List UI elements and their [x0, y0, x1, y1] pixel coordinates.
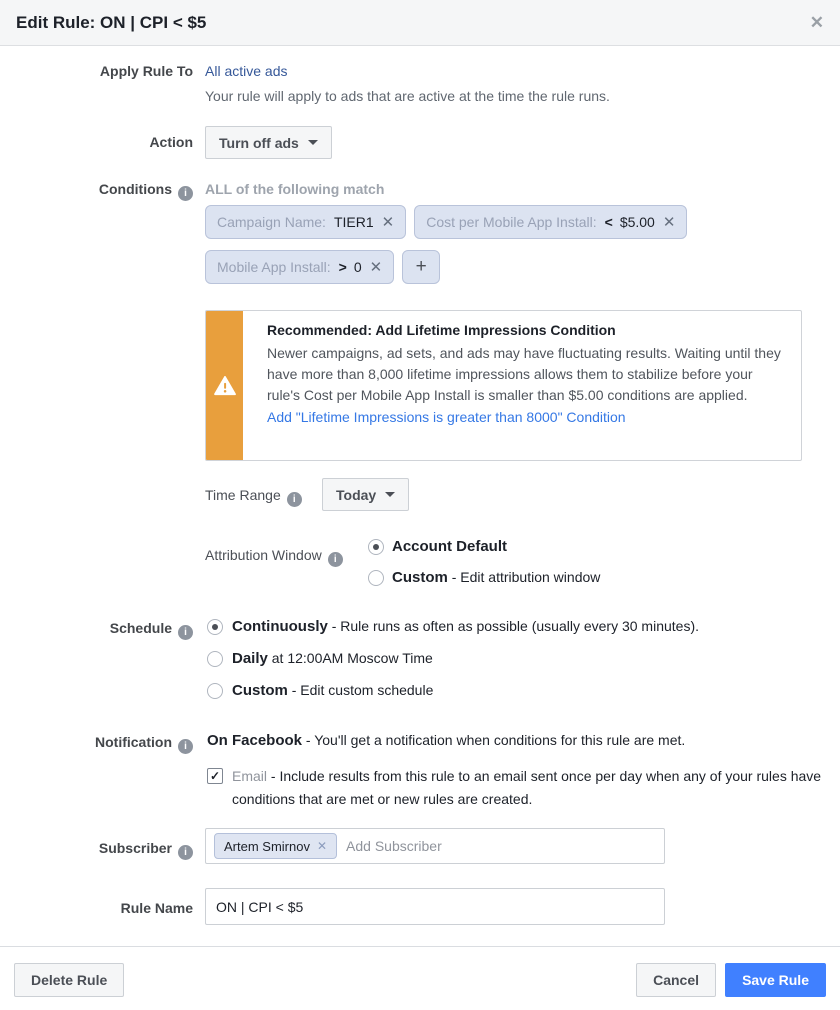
condition-tag-campaign-name[interactable]: Campaign Name: TIER1 ✕ — [205, 205, 406, 239]
email-checkbox[interactable] — [207, 768, 223, 784]
attribution-window-label: Attribution Window i — [205, 546, 343, 567]
recommendation-body: Newer campaigns, ad sets, and ads may have fluctuating results. Waiting until they have more than 8,000 lifetime impressions allows them to stabilize before your rule's Cost per Mobile App Install is smaller than $5.00 conditions are applied. — [267, 345, 781, 403]
email-text: Email - Include results from this rule to an email sent once per day when any of your rules have conditions that are met or new rules are created. — [232, 768, 822, 807]
condition-tag-row — [205, 205, 687, 239]
close-icon[interactable]: ✕ — [809, 13, 824, 32]
warning-icon — [214, 376, 236, 396]
notification-label: Notification i — [0, 733, 193, 754]
rule-name-label: Rule Name — [120, 900, 193, 916]
add-condition-button[interactable] — [402, 250, 440, 284]
radio-custom-attribution[interactable] — [368, 570, 384, 586]
custom-schedule-option[interactable]: Custom - Edit custom schedule — [232, 682, 434, 699]
radio-custom-schedule[interactable] — [207, 683, 223, 699]
on-facebook-text: On Facebook - You'll get a notification when conditions for this rule are met. — [207, 732, 686, 749]
dialog-title: Edit Rule: ON | CPI < $5 — [16, 13, 207, 32]
subscriber-label: Subscriber i — [0, 839, 193, 860]
condition-tag-mobile-app-install[interactable]: Mobile App Install: > 0 ✕ — [205, 250, 394, 284]
radio-daily[interactable] — [207, 651, 223, 667]
subscriber-tag[interactable]: Artem Smirnov ✕ — [214, 833, 337, 859]
delete-rule-button[interactable]: Delete Rule — [14, 963, 124, 997]
action-dropdown-value: Turn off ads — [219, 134, 299, 151]
info-icon[interactable]: i — [178, 186, 193, 201]
add-lifetime-impressions-link[interactable]: Add "Lifetime Impressions is greater than 8000" Condition — [267, 409, 626, 425]
tag-remove-icon[interactable]: ✕ — [369, 259, 383, 276]
rule-name-input[interactable] — [205, 888, 665, 925]
subscriber-input[interactable] — [205, 828, 665, 864]
tag-remove-icon[interactable]: ✕ — [316, 839, 328, 853]
radio-continuously[interactable] — [207, 619, 223, 635]
footer-divider — [0, 946, 840, 947]
condition-tag-cpi[interactable]: Cost per Mobile App Install: < $5.00 ✕ — [414, 205, 687, 239]
edit-custom-schedule-link[interactable]: Edit custom schedule — [300, 682, 434, 698]
info-icon[interactable]: i — [178, 739, 193, 754]
info-icon[interactable]: i — [287, 492, 302, 507]
condition-tag-row — [205, 250, 440, 284]
tag-remove-icon[interactable]: ✕ — [381, 214, 395, 231]
schedule-label: Schedule i — [0, 619, 193, 640]
save-rule-button[interactable]: Save Rule — [725, 963, 826, 997]
edit-attribution-window-link[interactable]: Edit attribution window — [460, 569, 601, 585]
chevron-down-icon — [308, 140, 318, 145]
action-label: Action — [149, 134, 193, 150]
chevron-down-icon — [385, 492, 395, 497]
apply-rule-description: Your rule will apply to ads that are active at the time the rule runs. — [205, 88, 610, 104]
account-default-option[interactable]: Account Default — [392, 538, 508, 555]
info-icon[interactable]: i — [328, 552, 343, 567]
time-range-label: Time Range i — [205, 486, 302, 507]
cancel-button[interactable]: Cancel — [636, 963, 716, 997]
apply-rule-to-label: Apply Rule To — [99, 63, 193, 79]
tag-remove-icon[interactable]: ✕ — [662, 214, 676, 231]
custom-attribution-option[interactable]: Custom - Edit attribution window — [392, 569, 601, 586]
recommendation-banner — [205, 310, 802, 461]
time-range-value: Today — [336, 486, 377, 503]
time-range-dropdown[interactable] — [322, 478, 409, 511]
add-subscriber-field[interactable] — [346, 838, 656, 854]
action-dropdown[interactable] — [205, 126, 332, 159]
match-type-text: ALL of the following match — [205, 181, 385, 197]
info-icon[interactable]: i — [178, 845, 193, 860]
conditions-label: Conditions i — [0, 180, 193, 201]
all-active-ads-link[interactable]: All active ads — [205, 63, 288, 79]
daily-option[interactable]: Daily at 12:00AM Moscow Time — [232, 650, 433, 667]
info-icon[interactable]: i — [178, 625, 193, 640]
continuously-option[interactable]: Continuously - Rule runs as often as possible (usually every 30 minutes). — [232, 618, 699, 635]
plus-icon: + — [415, 256, 427, 277]
recommendation-title: Recommended: Add Lifetime Impressions Condition — [267, 322, 616, 338]
radio-account-default[interactable] — [368, 539, 384, 555]
dialog-header — [0, 0, 840, 46]
